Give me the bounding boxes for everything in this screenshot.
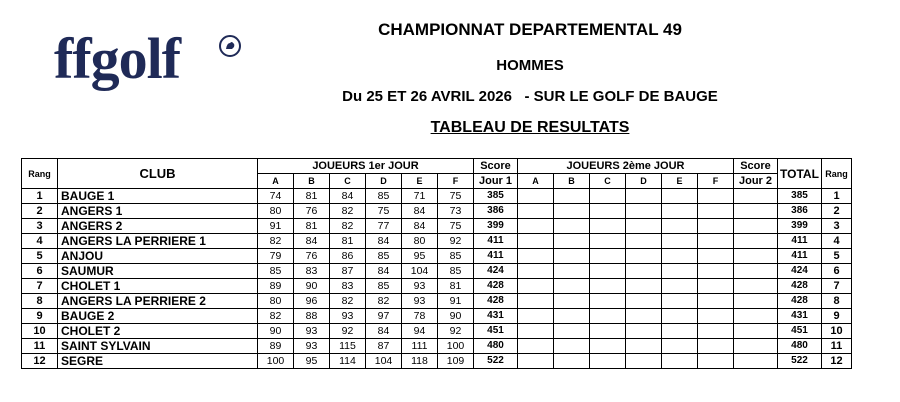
day1-player-score-cell: 90: [294, 279, 330, 294]
day1-player-score-cell: 115: [330, 339, 366, 354]
day2-player-f: F: [698, 174, 734, 189]
event-dates: Du 25 ET 26 AVRIL 2026 - SUR LE GOLF DE BAUGE: [342, 88, 718, 105]
day1-player-score-cell: 91: [438, 294, 474, 309]
day2-total-cell: [734, 294, 778, 309]
day1-player-score-cell: 76: [294, 249, 330, 264]
day1-player-score-cell: 109: [438, 354, 474, 369]
day2-total-cell: [734, 264, 778, 279]
day2-player-score-cell: [590, 354, 626, 369]
day1-player-score-cell: 77: [366, 219, 402, 234]
day2-player-score-cell: [626, 189, 662, 204]
day2-player-score-cell: [590, 249, 626, 264]
day2-player-score-cell: [662, 249, 698, 264]
day2-player-score-cell: [698, 204, 734, 219]
day2-player-score-cell: [518, 264, 554, 279]
day2-player-score-cell: [590, 264, 626, 279]
score-day2-subheader: Jour 2: [734, 174, 778, 189]
rank-cell: 11: [22, 339, 58, 354]
day2-player-score-cell: [626, 219, 662, 234]
club-name-cell: ANGERS 1: [58, 204, 258, 219]
day1-total-cell: 399: [474, 219, 518, 234]
day1-player-score-cell: 82: [258, 234, 294, 249]
day1-player-score-cell: 83: [294, 264, 330, 279]
table-title: TABLEAU DE RESULTATS: [430, 119, 630, 136]
day1-player-score-cell: 89: [258, 339, 294, 354]
day1-player-score-cell: 91: [258, 219, 294, 234]
rang-final-header: Rang: [822, 159, 852, 189]
day1-player-score-cell: 82: [330, 204, 366, 219]
club-name-cell: ANJOU: [58, 249, 258, 264]
table-row: [22, 219, 852, 234]
total-cell: 386: [778, 204, 822, 219]
day2-player-score-cell: [626, 234, 662, 249]
table-row: [22, 354, 852, 369]
final-rank-cell: 6: [822, 264, 852, 279]
day2-player-score-cell: [698, 294, 734, 309]
day1-player-score-cell: 82: [258, 309, 294, 324]
rank-cell: 4: [22, 234, 58, 249]
day2-player-score-cell: [518, 234, 554, 249]
day1-total-cell: 428: [474, 294, 518, 309]
day1-player-score-cell: 94: [402, 324, 438, 339]
day1-player-score-cell: 84: [366, 234, 402, 249]
day1-player-score-cell: 81: [294, 189, 330, 204]
day1-player-score-cell: 75: [366, 204, 402, 219]
day2-player-score-cell: [626, 204, 662, 219]
day1-total-cell: 480: [474, 339, 518, 354]
day1-player-score-cell: 104: [366, 354, 402, 369]
table-row: [22, 189, 852, 204]
day2-player-score-cell: [554, 219, 590, 234]
day1-player-score-cell: 82: [366, 294, 402, 309]
final-rank-cell: 2: [822, 204, 852, 219]
day1-player-score-cell: 83: [330, 279, 366, 294]
day2-player-score-cell: [518, 309, 554, 324]
table-row: [22, 279, 852, 294]
day2-player-score-cell: [518, 189, 554, 204]
day1-player-score-cell: 92: [330, 324, 366, 339]
day1-player-f: F: [438, 174, 474, 189]
day2-player-c: C: [590, 174, 626, 189]
day1-player-score-cell: 84: [366, 264, 402, 279]
day1-player-score-cell: 104: [402, 264, 438, 279]
day2-player-score-cell: [698, 354, 734, 369]
club-name-cell: CHOLET 1: [58, 279, 258, 294]
final-rank-cell: 10: [822, 324, 852, 339]
day1-player-score-cell: 81: [294, 219, 330, 234]
day1-player-score-cell: 95: [294, 354, 330, 369]
day1-player-score-cell: 92: [438, 324, 474, 339]
day1-player-score-cell: 97: [366, 309, 402, 324]
ffgolf-logo: ffgolf: [54, 26, 181, 91]
championship-title: CHAMPIONNAT DEPARTEMENTAL 49: [378, 20, 682, 39]
day1-total-cell: 386: [474, 204, 518, 219]
header-row-top: [22, 159, 852, 174]
day1-players-header: JOUEURS 1er JOUR: [258, 159, 474, 174]
day1-total-cell: 428: [474, 279, 518, 294]
day2-player-score-cell: [554, 309, 590, 324]
day1-player-score-cell: 87: [330, 264, 366, 279]
day1-player-score-cell: 75: [438, 219, 474, 234]
day1-player-score-cell: 84: [402, 204, 438, 219]
day2-player-b: B: [554, 174, 590, 189]
total-header: TOTAL: [778, 159, 822, 189]
day2-player-score-cell: [518, 249, 554, 264]
day1-player-score-cell: 74: [258, 189, 294, 204]
day1-player-score-cell: 85: [366, 189, 402, 204]
day2-total-cell: [734, 324, 778, 339]
rank-cell: 5: [22, 249, 58, 264]
day2-player-score-cell: [698, 189, 734, 204]
day1-player-score-cell: 93: [402, 279, 438, 294]
rooster-emblem-icon: [218, 34, 242, 58]
total-cell: 399: [778, 219, 822, 234]
day2-player-score-cell: [698, 279, 734, 294]
rang-header: Rang: [22, 159, 58, 189]
table-row: [22, 309, 852, 324]
club-name-cell: BAUGE 2: [58, 309, 258, 324]
day1-total-cell: 522: [474, 354, 518, 369]
day1-player-score-cell: 84: [294, 234, 330, 249]
day2-player-score-cell: [554, 264, 590, 279]
day1-player-score-cell: 71: [402, 189, 438, 204]
day1-player-score-cell: 87: [366, 339, 402, 354]
day1-total-cell: 451: [474, 324, 518, 339]
day1-player-score-cell: 85: [438, 264, 474, 279]
day1-total-cell: 385: [474, 189, 518, 204]
day2-player-score-cell: [590, 294, 626, 309]
club-header: CLUB: [58, 159, 258, 189]
day1-player-a: A: [258, 174, 294, 189]
day2-player-score-cell: [518, 279, 554, 294]
total-cell: 522: [778, 354, 822, 369]
day2-player-score-cell: [698, 264, 734, 279]
day1-player-score-cell: 93: [294, 339, 330, 354]
table-row: [22, 264, 852, 279]
day2-total-cell: [734, 189, 778, 204]
day1-player-score-cell: 118: [402, 354, 438, 369]
club-name-cell: ANGERS LA PERRIERE 2: [58, 294, 258, 309]
total-cell: 480: [778, 339, 822, 354]
day2-player-score-cell: [626, 354, 662, 369]
rank-cell: 12: [22, 354, 58, 369]
total-cell: 428: [778, 279, 822, 294]
day2-player-score-cell: [698, 249, 734, 264]
day2-player-score-cell: [626, 264, 662, 279]
day2-player-score-cell: [554, 279, 590, 294]
day2-player-score-cell: [662, 234, 698, 249]
day2-player-score-cell: [554, 339, 590, 354]
club-name-cell: SAUMUR: [58, 264, 258, 279]
day2-player-score-cell: [626, 324, 662, 339]
table-row: [22, 204, 852, 219]
table-row: [22, 249, 852, 264]
day2-player-score-cell: [554, 324, 590, 339]
day1-player-score-cell: 90: [438, 309, 474, 324]
day1-player-score-cell: 79: [258, 249, 294, 264]
day2-player-score-cell: [518, 339, 554, 354]
day2-player-score-cell: [698, 309, 734, 324]
final-rank-cell: 7: [822, 279, 852, 294]
day2-player-score-cell: [554, 204, 590, 219]
day2-player-score-cell: [626, 309, 662, 324]
rank-cell: 8: [22, 294, 58, 309]
day1-player-score-cell: 81: [438, 279, 474, 294]
day2-player-score-cell: [518, 219, 554, 234]
day2-player-score-cell: [554, 249, 590, 264]
day2-player-score-cell: [626, 339, 662, 354]
day2-total-cell: [734, 219, 778, 234]
results-table: [21, 158, 852, 369]
day2-player-score-cell: [662, 204, 698, 219]
day1-player-score-cell: 89: [258, 279, 294, 294]
total-cell: 451: [778, 324, 822, 339]
day2-player-score-cell: [518, 324, 554, 339]
day2-total-cell: [734, 354, 778, 369]
day2-player-score-cell: [518, 294, 554, 309]
day1-total-cell: 411: [474, 234, 518, 249]
day2-player-score-cell: [662, 339, 698, 354]
day1-player-score-cell: 90: [258, 324, 294, 339]
day2-player-score-cell: [590, 339, 626, 354]
day2-total-cell: [734, 279, 778, 294]
day2-player-score-cell: [590, 309, 626, 324]
day1-player-score-cell: 100: [438, 339, 474, 354]
day1-player-score-cell: 95: [402, 249, 438, 264]
total-cell: 411: [778, 234, 822, 249]
day2-player-score-cell: [662, 324, 698, 339]
day2-total-cell: [734, 309, 778, 324]
day1-player-score-cell: 88: [294, 309, 330, 324]
day2-player-score-cell: [698, 234, 734, 249]
table-row: [22, 339, 852, 354]
rank-cell: 10: [22, 324, 58, 339]
final-rank-cell: 4: [822, 234, 852, 249]
day2-total-cell: [734, 204, 778, 219]
day2-player-score-cell: [626, 249, 662, 264]
table-row: [22, 324, 852, 339]
day1-player-score-cell: 93: [330, 309, 366, 324]
club-name-cell: ANGERS 2: [58, 219, 258, 234]
day1-player-score-cell: 75: [438, 189, 474, 204]
day2-player-score-cell: [554, 234, 590, 249]
rank-cell: 6: [22, 264, 58, 279]
day1-player-e: E: [402, 174, 438, 189]
day2-player-score-cell: [662, 189, 698, 204]
total-cell: 411: [778, 249, 822, 264]
day2-player-score-cell: [626, 294, 662, 309]
day2-player-d: D: [626, 174, 662, 189]
rank-cell: 9: [22, 309, 58, 324]
day1-player-score-cell: 82: [330, 219, 366, 234]
club-name-cell: ANGERS LA PERRIERE 1: [58, 234, 258, 249]
results-body: [22, 189, 852, 369]
club-name-cell: SEGRE: [58, 354, 258, 369]
day2-player-score-cell: [662, 279, 698, 294]
final-rank-cell: 11: [822, 339, 852, 354]
final-rank-cell: 5: [822, 249, 852, 264]
day1-player-score-cell: 81: [330, 234, 366, 249]
day2-player-score-cell: [662, 219, 698, 234]
category-label: HOMMES: [496, 57, 564, 74]
day2-player-score-cell: [662, 294, 698, 309]
day2-player-score-cell: [518, 354, 554, 369]
day1-player-score-cell: 78: [402, 309, 438, 324]
day2-player-score-cell: [626, 279, 662, 294]
day1-total-cell: 431: [474, 309, 518, 324]
final-rank-cell: 9: [822, 309, 852, 324]
day1-player-score-cell: 92: [438, 234, 474, 249]
club-name-cell: SAINT SYLVAIN: [58, 339, 258, 354]
day1-player-score-cell: 82: [330, 294, 366, 309]
day1-player-score-cell: 96: [294, 294, 330, 309]
score-day1-header: Score: [474, 159, 518, 174]
total-cell: 385: [778, 189, 822, 204]
score-day1-subheader: Jour 1: [474, 174, 518, 189]
day2-player-score-cell: [698, 219, 734, 234]
day1-player-score-cell: 76: [294, 204, 330, 219]
day2-player-score-cell: [554, 189, 590, 204]
day1-player-score-cell: 93: [402, 294, 438, 309]
day2-player-score-cell: [662, 354, 698, 369]
day2-player-score-cell: [590, 279, 626, 294]
day2-player-score-cell: [662, 309, 698, 324]
day1-player-score-cell: 85: [438, 249, 474, 264]
day1-player-score-cell: 80: [258, 294, 294, 309]
final-rank-cell: 12: [822, 354, 852, 369]
club-name-cell: BAUGE 1: [58, 189, 258, 204]
final-rank-cell: 8: [822, 294, 852, 309]
day2-player-score-cell: [590, 204, 626, 219]
day2-player-score-cell: [554, 354, 590, 369]
day1-total-cell: 411: [474, 249, 518, 264]
day1-player-score-cell: 85: [258, 264, 294, 279]
day1-total-cell: 424: [474, 264, 518, 279]
day1-player-score-cell: 114: [330, 354, 366, 369]
day2-total-cell: [734, 339, 778, 354]
day1-player-score-cell: 80: [402, 234, 438, 249]
club-name-cell: CHOLET 2: [58, 324, 258, 339]
day2-player-e: E: [662, 174, 698, 189]
day1-player-score-cell: 84: [366, 324, 402, 339]
day1-player-score-cell: 73: [438, 204, 474, 219]
total-cell: 428: [778, 294, 822, 309]
day2-total-cell: [734, 234, 778, 249]
day2-player-score-cell: [662, 264, 698, 279]
day2-total-cell: [734, 249, 778, 264]
table-row: [22, 234, 852, 249]
day1-player-score-cell: 93: [294, 324, 330, 339]
day2-player-score-cell: [590, 189, 626, 204]
day2-player-score-cell: [554, 294, 590, 309]
final-rank-cell: 3: [822, 219, 852, 234]
day1-player-score-cell: 100: [258, 354, 294, 369]
day1-player-score-cell: 84: [402, 219, 438, 234]
total-cell: 424: [778, 264, 822, 279]
day1-player-c: C: [330, 174, 366, 189]
final-rank-cell: 1: [822, 189, 852, 204]
day1-player-b: B: [294, 174, 330, 189]
day2-player-score-cell: [698, 339, 734, 354]
day1-player-score-cell: 80: [258, 204, 294, 219]
score-day2-header: Score: [734, 159, 778, 174]
day1-player-score-cell: 86: [330, 249, 366, 264]
rank-cell: 7: [22, 279, 58, 294]
table-row: [22, 294, 852, 309]
day1-player-score-cell: 85: [366, 249, 402, 264]
day2-players-header: JOUEURS 2ème JOUR: [518, 159, 734, 174]
day2-player-score-cell: [590, 219, 626, 234]
day2-player-a: A: [518, 174, 554, 189]
day2-player-score-cell: [518, 204, 554, 219]
day2-player-score-cell: [698, 324, 734, 339]
day1-player-score-cell: 111: [402, 339, 438, 354]
total-cell: 431: [778, 309, 822, 324]
rank-cell: 1: [22, 189, 58, 204]
day1-player-score-cell: 84: [330, 189, 366, 204]
rank-cell: 3: [22, 219, 58, 234]
day1-player-d: D: [366, 174, 402, 189]
day1-player-score-cell: 85: [366, 279, 402, 294]
day2-player-score-cell: [590, 324, 626, 339]
rank-cell: 2: [22, 204, 58, 219]
day2-player-score-cell: [590, 234, 626, 249]
